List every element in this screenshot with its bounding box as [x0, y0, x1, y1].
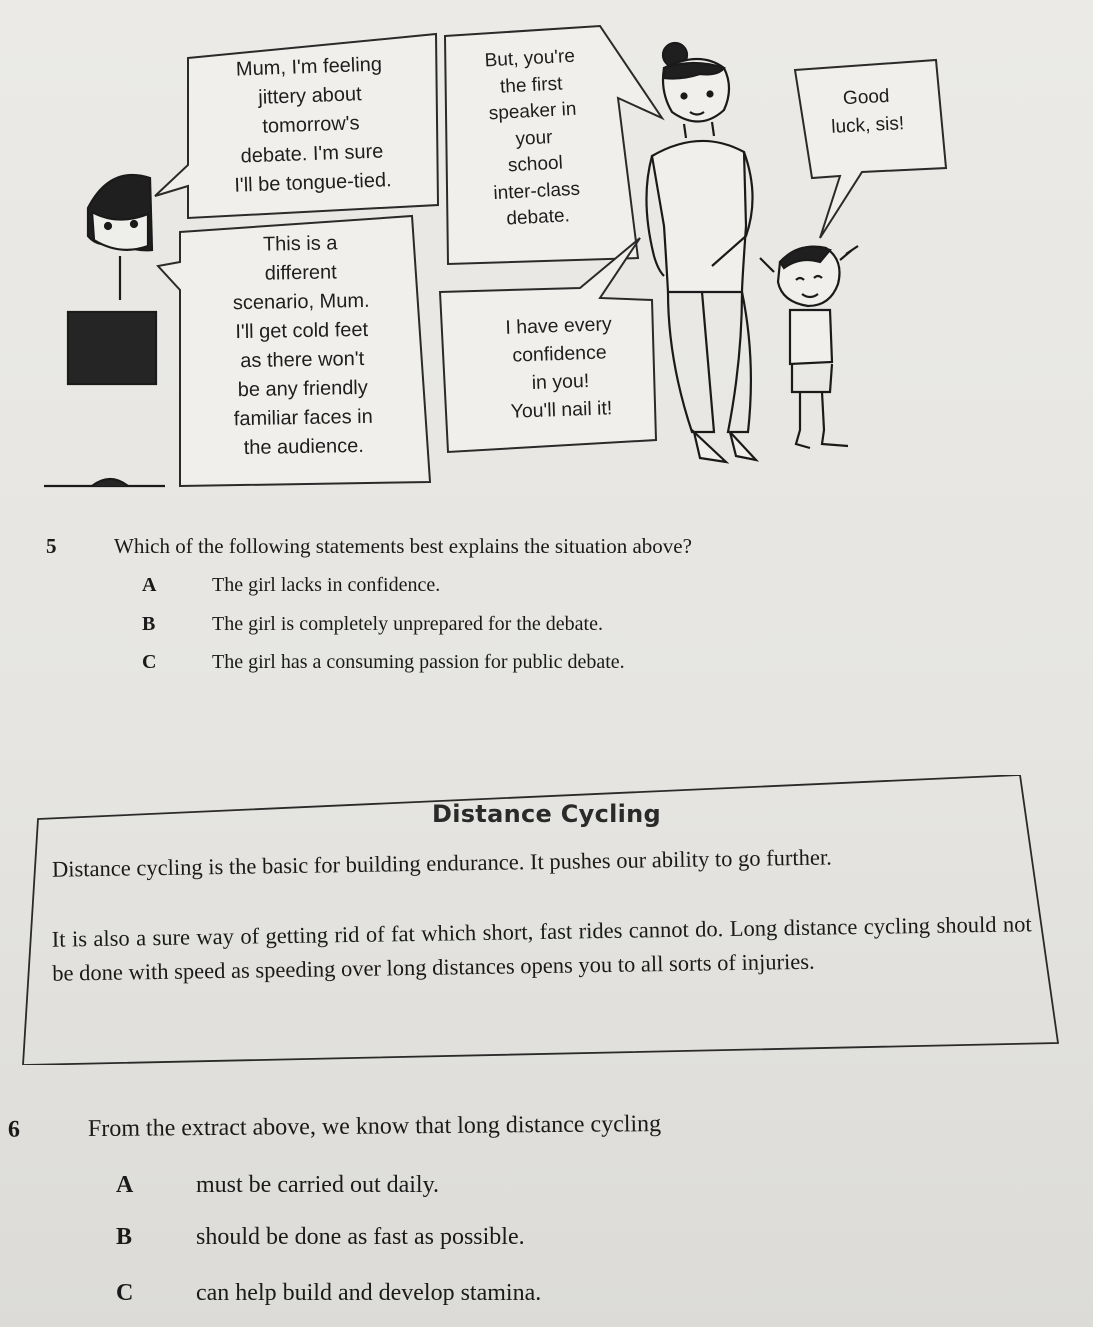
mother-figure: [646, 43, 756, 462]
option-letter: C: [142, 651, 157, 673]
option-text: should be done as fast as possible.: [196, 1224, 525, 1250]
option-letter: B: [116, 1224, 133, 1250]
speech-line: in you!: [531, 369, 590, 394]
girl-speech-text-2: [196, 228, 408, 464]
option-text: The girl is completely unprepared for the debate.: [212, 613, 603, 635]
extract-paragraph-2: It is also a sure way of getting rid of fat which short, fast rides cannot do. Long distance cycling should not be done with speed as speeding over long distances opens you to all sorts of injuries.: [51, 911, 1032, 986]
speech-line: the first: [499, 72, 563, 98]
boy-figure: [760, 246, 858, 448]
girl-speech-text-1: [195, 49, 428, 202]
boy-speech-text: [811, 81, 924, 143]
question-number: 6: [7, 1116, 21, 1143]
speech-line: familiar faces in: [233, 405, 373, 431]
speech-line: the audience.: [243, 434, 364, 460]
option-letter: A: [116, 1172, 134, 1198]
speech-line: be any friendly: [237, 376, 368, 402]
speech-line: tomorrow's: [262, 112, 360, 138]
mum-speech-text-1: [453, 42, 615, 235]
mum-speech-text-2: [474, 309, 646, 427]
option-letter: B: [142, 613, 156, 635]
option-letter: C: [116, 1280, 134, 1306]
q6-option-a[interactable]: [116, 1172, 676, 1206]
q5-option-a[interactable]: [142, 574, 702, 604]
option-text: The girl has a consuming passion for public debate.: [212, 651, 625, 673]
speech-line: This is a: [262, 232, 338, 256]
speech-line: Good: [842, 85, 890, 110]
speech-line: school: [507, 152, 564, 177]
question-stem: Which of the following statements best explains the situation above?: [114, 534, 692, 558]
speech-line: But, you're: [484, 45, 576, 72]
speech-line: different: [264, 261, 337, 285]
girl-figure: [44, 175, 165, 486]
extract-title: Distance Cycling: [431, 800, 662, 828]
speech-line: speaker in: [488, 98, 577, 125]
speech-line: I'll be tongue-tied.: [234, 169, 392, 197]
q6-option-b[interactable]: [116, 1224, 676, 1258]
q5-option-b[interactable]: [142, 613, 782, 643]
option-text: The girl lacks in confidence.: [212, 574, 441, 596]
speech-line: confidence: [511, 341, 608, 367]
question-6: [8, 1109, 868, 1151]
option-letter: A: [142, 574, 157, 596]
speech-line: debate. I'm sure: [240, 140, 384, 168]
speech-line: jittery about: [257, 83, 363, 109]
option-text: can help build and develop stamina.: [196, 1280, 542, 1306]
speech-line: I have every: [505, 313, 612, 339]
question-stem: From the extract above, we know that long distance cycling: [87, 1111, 662, 1143]
q6-option-c[interactable]: [116, 1280, 696, 1314]
speech-line: Mum, I'm feeling: [235, 53, 383, 81]
extract-paragraph-1: Distance cycling is the basic for building endurance. It pushes our ability to go further.: [51, 844, 832, 882]
speech-line: your: [514, 126, 553, 150]
speech-line: I'll get cold feet: [235, 318, 369, 344]
speech-line: as there won't: [240, 347, 365, 373]
q5-option-c[interactable]: [142, 651, 802, 681]
speech-line: luck, sis!: [830, 113, 905, 138]
speech-line: scenario, Mum.: [232, 289, 370, 315]
question-number: 5: [46, 534, 57, 558]
speech-line: inter-class: [492, 178, 581, 204]
speech-line: debate.: [505, 205, 571, 230]
speech-line: You'll nail it!: [510, 397, 613, 423]
question-5: [46, 534, 866, 564]
option-text: must be carried out daily.: [196, 1172, 440, 1198]
